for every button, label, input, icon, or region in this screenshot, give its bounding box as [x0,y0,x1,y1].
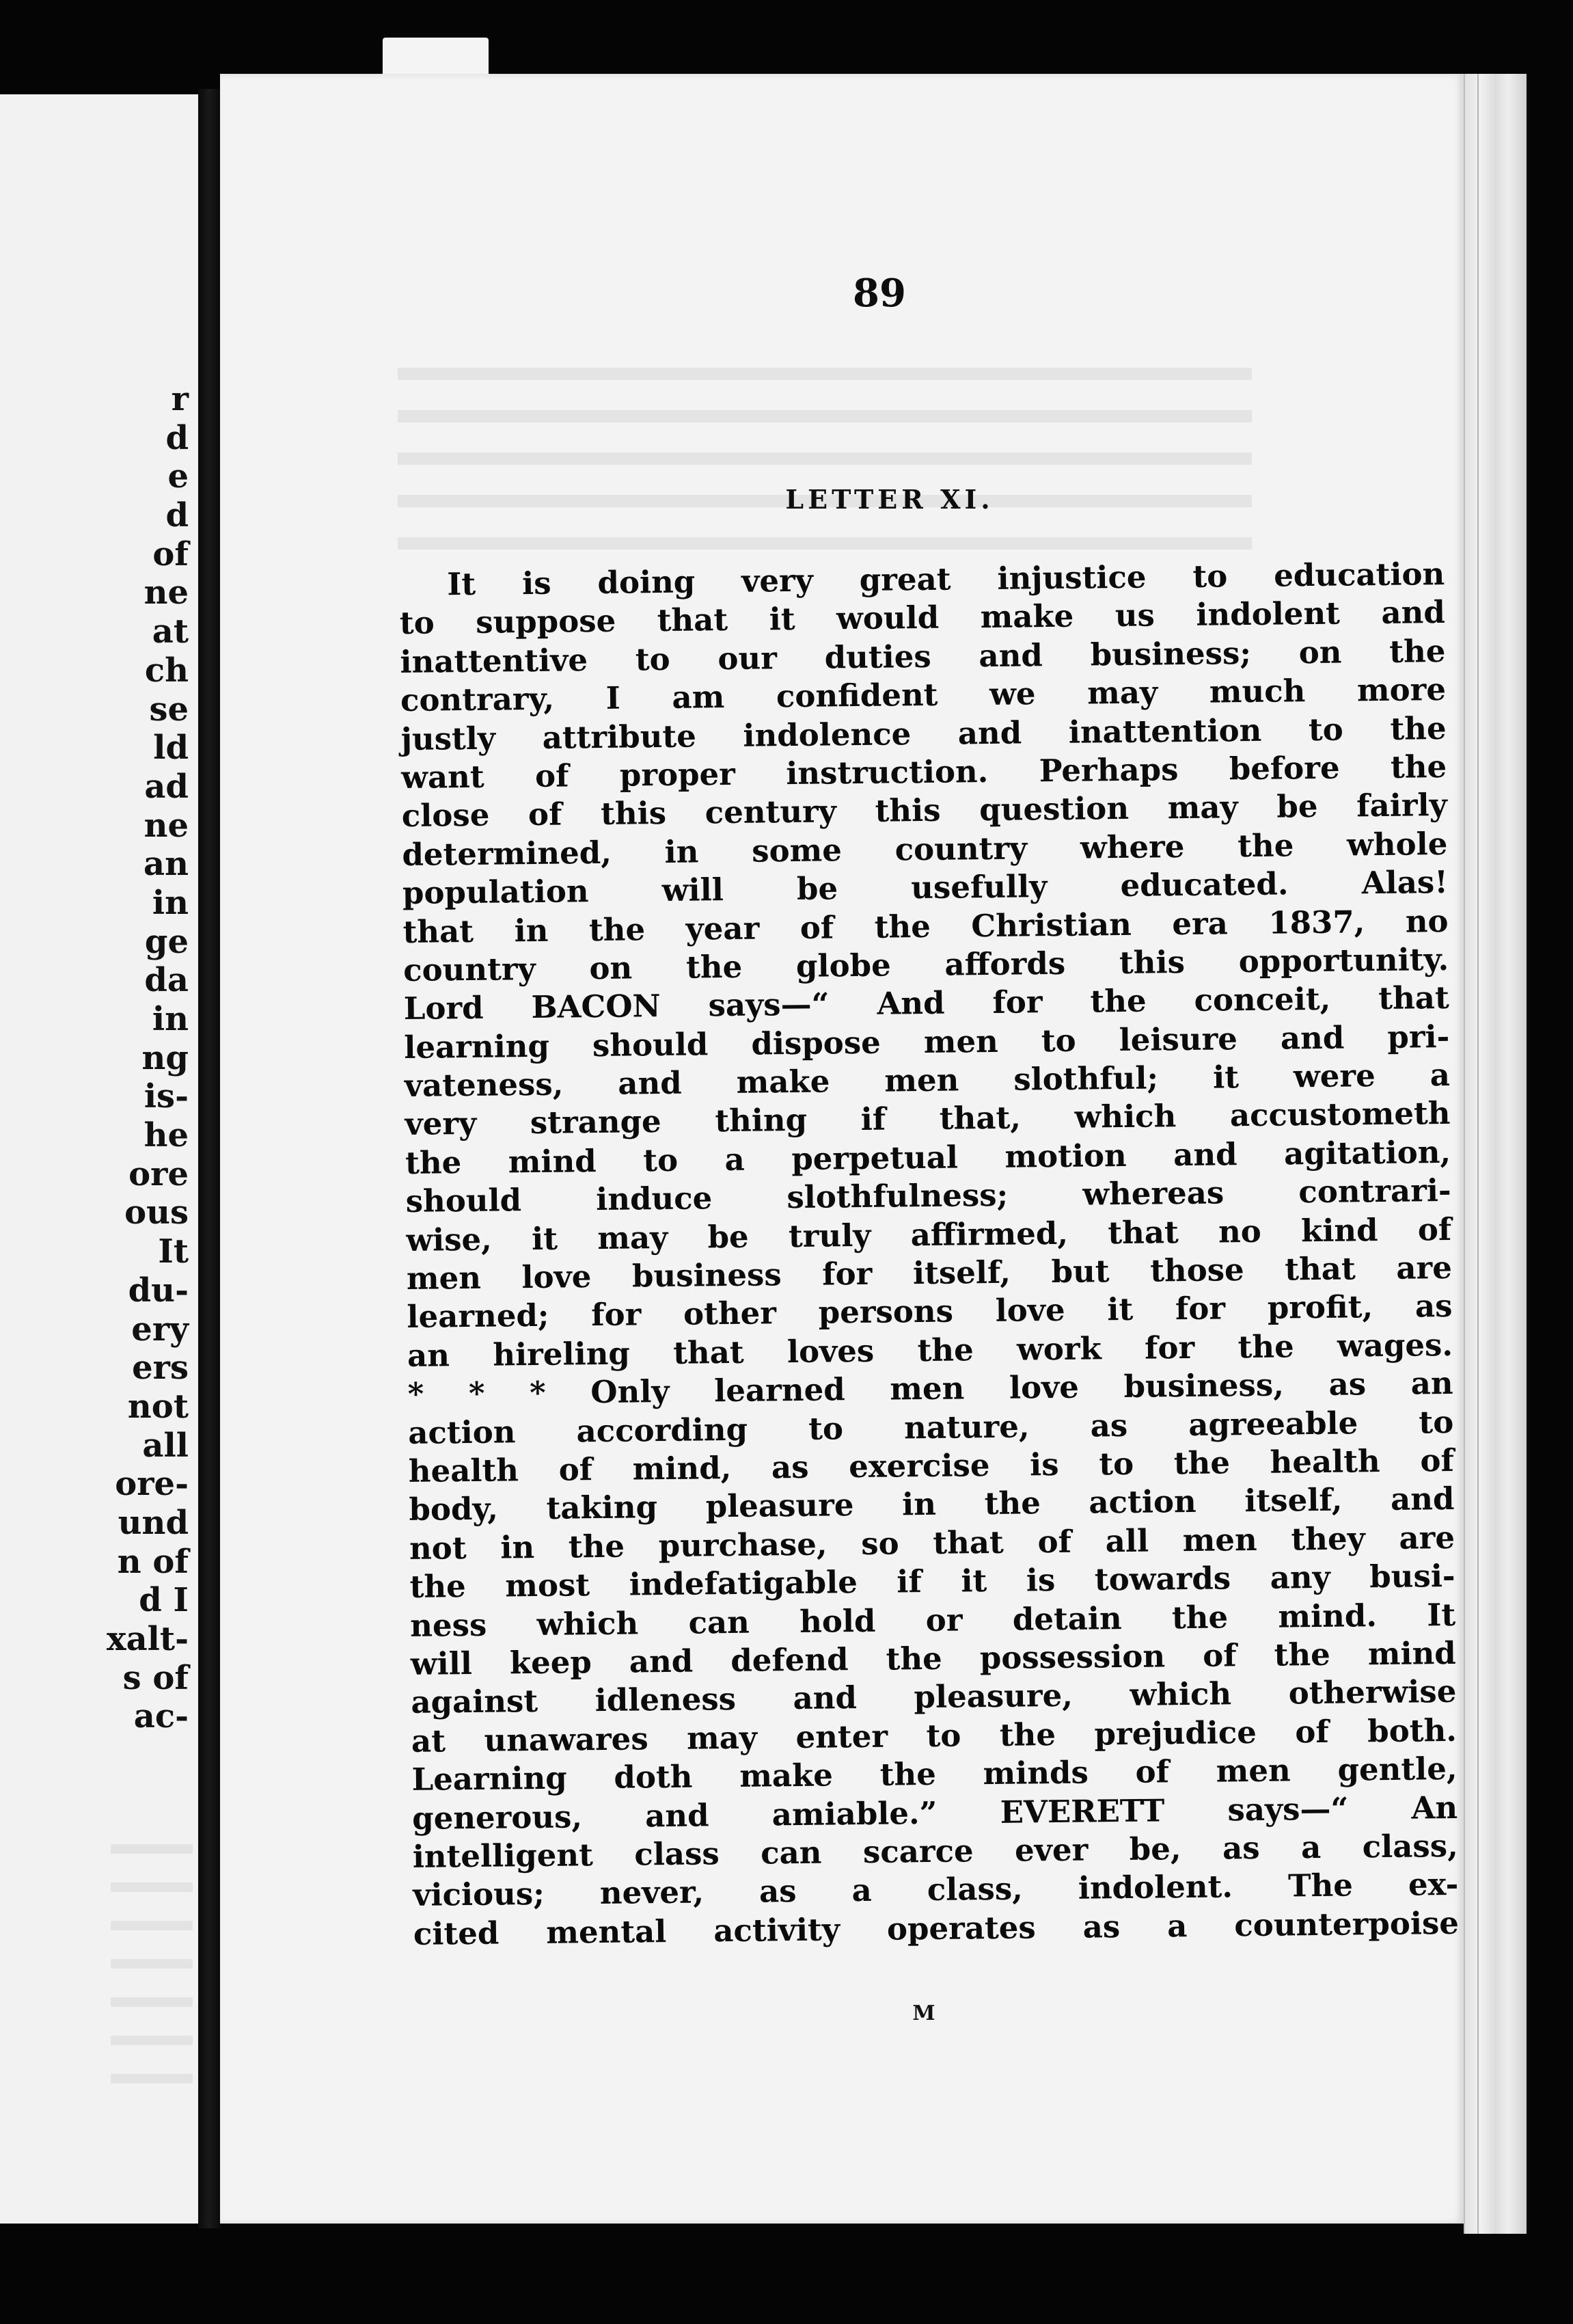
book-spine [198,89,220,2228]
text-line: justly attribute indolence and inattention to the [400,710,1447,757]
left-line-fragment: und [118,1503,189,1542]
text-line: men love business for itself, but those that are [406,1249,1453,1297]
text-line: generous, and amiable.” EVERETT says—“ An [411,1789,1458,1837]
left-line-fragment: ne [143,573,189,612]
left-line-fragment: not [127,1387,189,1426]
page-number: 89 [853,271,906,316]
text-line: the most indefatigable if it is towards any busi- [409,1558,1455,1606]
text-line: inattentive to our duties and business; on the [400,632,1446,680]
bleed-through-text [398,368,1252,580]
left-line-fragment: all [142,1426,189,1465]
left-line-fragment: ne [143,806,189,845]
left-line-fragment: n of [117,1542,189,1581]
text-line: wise, it may be truly affirmed, that no kind of [406,1211,1452,1258]
body-text [399,555,1459,1954]
left-line-fragment: he [143,1116,189,1155]
left-page [0,94,198,2224]
left-line-fragment: at [152,612,189,651]
text-line: population will be usefully educated. Alas! [402,864,1449,912]
text-line: want of proper instruction. Perhaps before the [400,748,1447,796]
left-line-fragment: d [165,418,189,457]
text-line: learning should dispose men to leisure and pri- [404,1018,1450,1066]
left-line-fragment: ac- [133,1697,189,1736]
left-page-text-fragments [11,380,189,1736]
text-line: at unawares may enter to the prejudice of both. [411,1712,1458,1759]
text-line: Lord BACON says—“ And for the conceit, that [403,979,1449,1027]
text-line: It is doing very great injustice to education [447,555,1445,603]
left-line-fragment: an [143,845,189,884]
left-line-fragment: ch [144,651,189,690]
left-line-fragment: ery [131,1310,189,1349]
left-line-fragment: r [171,380,189,418]
text-line: * * * Only learned men love business, as an [407,1365,1453,1413]
right-page [220,74,1464,2224]
page-edges [1464,74,1527,2234]
text-line: action according to nature, as agreeable to [408,1403,1454,1451]
text-line: country on the globe affords this opportunity. [402,941,1449,988]
signature-mark: M [912,2001,935,2025]
left-line-fragment: It [158,1232,189,1271]
left-line-fragment: s of [122,1658,189,1697]
left-line-fragment: ous [124,1193,189,1232]
text-line: contrary, I am confident we may much more [400,671,1447,719]
text-line: an hireling that loves the work for the wages. [407,1326,1453,1374]
text-line: cited mental activity operates as a counterpoise [413,1904,1460,1952]
left-line-fragment: se [149,690,189,729]
left-line-fragment: ad [144,767,189,806]
left-line-fragment: ld [153,729,189,768]
left-line-fragment: da [144,961,189,1000]
left-page-faded-text [111,1844,193,2104]
text-line: vicious; never, as a class, indolent. The ex- [413,1866,1459,1914]
text-line: ness which can hold or detain the mind. It [409,1596,1456,1644]
text-line: health of mind, as exercise is to the health of [408,1442,1455,1489]
letter-heading: LETTER XI. [785,484,994,515]
text-line: learned; for other persons love it for profit, as [407,1288,1453,1336]
text-line: not in the purchase, so that of all men they are [409,1519,1455,1567]
text-line: Learning doth make the minds of men gentle, [411,1750,1458,1798]
left-line-fragment: ng [141,1038,189,1077]
left-line-fragment: du- [128,1271,189,1310]
text-line: against idleness and pleasure, which otherwise [411,1673,1457,1721]
left-line-fragment: in [152,883,189,922]
left-line-fragment: is- [143,1077,189,1116]
left-line-fragment: xalt- [106,1620,189,1658]
text-line: will keep and defend the possession of the mind [410,1634,1457,1682]
text-line: body, taking pleasure in the action itself, and [409,1481,1455,1528]
left-line-fragment: ge [144,922,189,961]
left-line-fragment: of [152,535,189,573]
text-line: vateness, and make men slothful; it were a [404,1057,1451,1105]
left-line-fragment: d [165,496,189,535]
left-line-fragment: in [152,1000,189,1038]
left-line-fragment: d I [139,1581,189,1620]
text-line: the mind to a perpetual motion and agitation, [405,1133,1451,1181]
text-line: intelligent class can scarce ever be, as a class, [412,1827,1458,1875]
left-line-fragment: ore- [115,1465,189,1504]
left-line-fragment: ore [128,1154,189,1193]
text-line: should induce slothfulness; whereas contrari- [405,1172,1451,1220]
text-line: determined, in some country where the whole [402,825,1448,873]
text-line: to suppose that it would make us indolent and [399,594,1446,642]
text-line: that in the year of the Christian era 1837, no [402,902,1449,950]
text-line: close of this century this question may be fairly [401,787,1448,835]
text-line: very strange thing if that, which accustometh [405,1095,1451,1143]
left-line-fragment: e [167,457,189,496]
left-line-fragment: ers [132,1349,189,1388]
